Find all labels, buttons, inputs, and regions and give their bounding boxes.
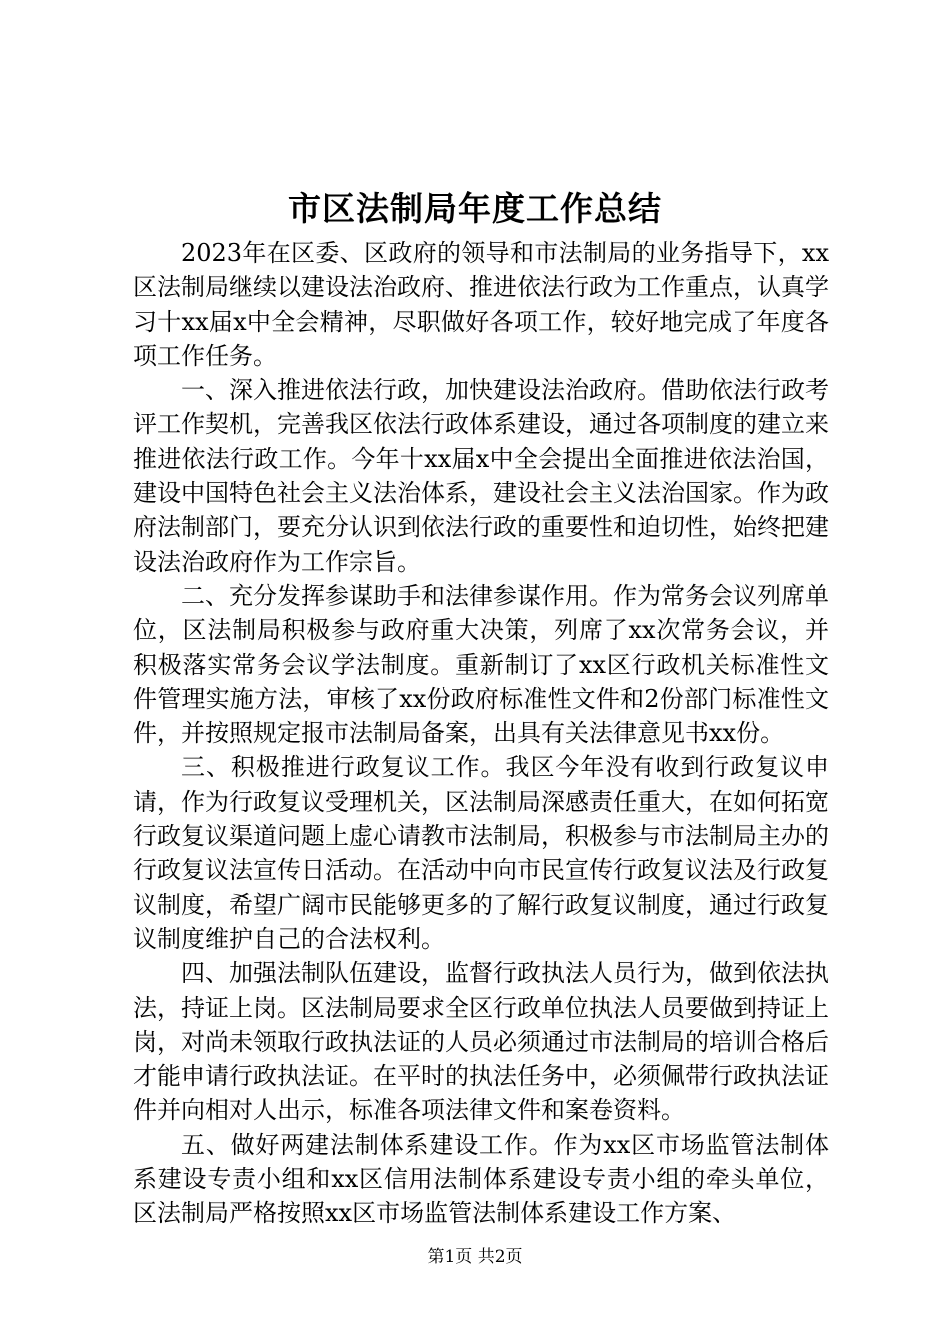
page-number-footer: 第1页 共2页 (427, 1247, 523, 1267)
section-4-paragraph: 四、加强法制队伍建设，监督行政执法人员行为，做到依法执法，持证上岗。区法制局要求全区行政单位执法人员要做到持证上岗，对尚未领取行政执法证的人员必须通过市法制局的培训合格后才能申请行政执法证。在平时的执法任务中，必须佩带行政执法证件并向相对人出示，标准各项法律文件和案卷资料。 (133, 959, 829, 1125)
document-body (133, 236, 829, 1231)
document-title: 市区法制局年度工作总结 (288, 189, 662, 228)
section-2-paragraph: 二、充分发挥参谋助手和法律参谋作用。作为常务会议列席单位，区法制局积极参与政府重大决策，列席了xx次常务会议，并积极落实常务会议学法制度。重新制订了xx区行政机关标准性文件管理实施方法，审核了xx份政府标准性文件和2份部门标准性文件，并按照规定报市法制局备案，出具有关法律意见书xx份。 (133, 581, 829, 748)
intro-paragraph: 2023年在区委、区政府的领导和市法制局的业务指导下，xx区法制局继续以建设法治政府、推进依法行政为工作重点，认真学习十xx届x中全会精神，尽职做好各项工作，较好地完成了年度各项工作任务。 (133, 239, 829, 370)
section-3-paragraph: 三、积极推进行政复议工作。我区今年没有收到行政复议申请，作为行政复议受理机关，区法制局深感责任重大，在如何拓宽行政复议渠道问题上虚心请教市法制局，积极参与市法制局主办的行政复议法宣传日活动。在活动中向市民宣传行政复议法及行政复议制度，希望广阔市民能够更多的了解行政复议制度，通过行政复议制度维护自己的合法权利。 (133, 753, 829, 953)
section-5-paragraph: 五、做好两建法制体系建设工作。作为xx区市场监管法制体系建设专责小组和xx区信用法制体系建设专责小组的牵头单位，区法制局严格按照xx区市场监管法制体系建设工作方案、 (133, 1130, 829, 1228)
section-1-paragraph: 一、深入推进依法行政，加快建设法治政府。借助依法行政考评工作契机，完善我区依法行政体系建设，通过各项制度的建立来推进依法行政工作。今年十xx届x中全会提出全面推进依法治国，建设中国特色社会主义法治体系，建设社会主义法治国家。作为政府法制部门，要充分认识到依法行政的重要性和迫切性，始终把建设法治政府作为工作宗旨。 (133, 376, 829, 576)
